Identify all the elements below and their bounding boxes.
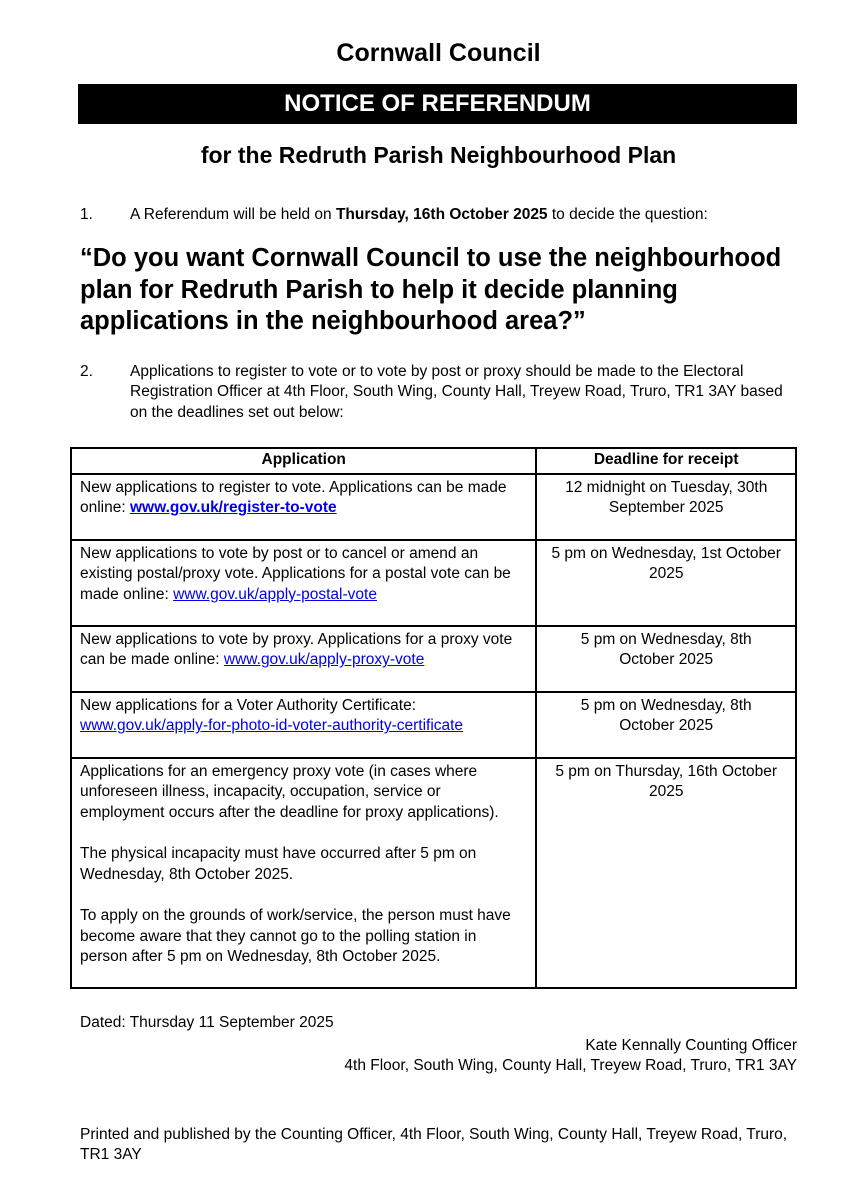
deadlines-table xyxy=(70,447,797,989)
paragraph-1-text-after: to decide the question: xyxy=(547,205,708,223)
application-cell xyxy=(71,540,536,626)
emergency-proxy-paragraph: To apply on the grounds of work/service, the person must have become aware that they cannot go to the polling station in person after 5 pm on Wednesday, 8th October 2025. xyxy=(80,907,511,965)
officer-block xyxy=(70,1036,797,1077)
paragraph-1-number: 1. xyxy=(80,205,93,223)
referendum-date: Thursday, 16th October 2025 xyxy=(335,205,548,223)
paragraph-2-text: Applications to register to vote or to vote by post or proxy should be made to the Electoral Registration Officer at 4th Floor, South Wing, County Hall, Treyew Road, Truro, TR1 3AY based on the deadlines set out below: xyxy=(130,362,783,421)
notice-banner: NOTICE OF REFERENDUM xyxy=(78,84,797,125)
application-text: New applications to vote by proxy. Applications for a proxy vote can be made online: xyxy=(80,630,513,669)
deadline-cell: 12 midnight on Tuesday, 30th September 2025 xyxy=(536,474,796,540)
application-cell xyxy=(71,758,536,989)
referendum-question: “Do you want Cornwall Council to use the neighbourhood plan for Redruth Parish to help it decide planning applications in the neighbourhood area?” xyxy=(80,244,782,336)
counting-officer-address: 4th Floor, South Wing, County Hall, Treyew Road, Truro, TR1 3AY xyxy=(344,1057,797,1075)
application-text: New applications to vote by post or to cancel or amend an existing postal/proxy vote. Applications for a postal vote can be made online: xyxy=(80,544,511,603)
paragraph-1-text-before: A Referendum will be held on xyxy=(130,205,336,223)
table-header-row xyxy=(71,448,796,473)
paragraph-2 xyxy=(80,362,797,423)
column-header-deadline: Deadline for receipt xyxy=(536,448,796,473)
table-row xyxy=(71,626,796,692)
application-text: New applications for a Voter Authority Certificate: xyxy=(80,696,416,714)
page-title: Cornwall Council xyxy=(336,39,541,67)
register-to-vote-link[interactable]: www.gov.uk/register-to-vote xyxy=(129,499,337,517)
emergency-proxy-paragraph: Applications for an emergency proxy vote (in cases where unforeseen illness, incapacity, occupation, service or employment occurs after the deadline for proxy applications). xyxy=(80,762,499,821)
paragraph-1 xyxy=(80,205,797,225)
application-cell xyxy=(71,692,536,758)
application-text: New applications to register to vote. Applications can be made online: xyxy=(80,478,507,517)
column-header-application: Application xyxy=(71,448,536,473)
table-row xyxy=(71,692,796,758)
apply-proxy-vote-link[interactable]: www.gov.uk/apply-proxy-vote xyxy=(223,651,425,669)
paragraph-1-text xyxy=(130,205,797,225)
deadline-cell: 5 pm on Thursday, 16th October 2025 xyxy=(536,758,796,989)
deadline-cell: 5 pm on Wednesday, 1st October 2025 xyxy=(536,540,796,626)
counting-officer-name: Kate Kennally Counting Officer xyxy=(585,1036,797,1054)
table-row xyxy=(71,758,796,989)
dated-line: Dated: Thursday 11 September 2025 xyxy=(80,1014,334,1032)
table-row xyxy=(71,474,796,540)
page-subtitle: for the Redruth Parish Neighbourhood Plan xyxy=(200,142,677,169)
deadline-cell: 5 pm on Wednesday, 8th October 2025 xyxy=(536,626,796,692)
table-row xyxy=(71,540,796,626)
printed-published-line: Printed and published by the Counting Officer, 4th Floor, South Wing, County Hall, Treyew Road, Truro, TR1 3AY xyxy=(80,1125,788,1164)
voter-authority-certificate-link[interactable]: www.gov.uk/apply-for-photo-id-voter-authority-certificate xyxy=(80,717,464,735)
deadline-cell: 5 pm on Wednesday, 8th October 2025 xyxy=(536,692,796,758)
paragraph-2-number: 2. xyxy=(80,362,93,380)
application-cell xyxy=(71,626,536,692)
emergency-proxy-paragraph: The physical incapacity must have occurred after 5 pm on Wednesday, 8th October 2025. xyxy=(80,845,477,883)
apply-postal-vote-link[interactable]: www.gov.uk/apply-postal-vote xyxy=(173,585,377,603)
application-cell xyxy=(71,474,536,540)
